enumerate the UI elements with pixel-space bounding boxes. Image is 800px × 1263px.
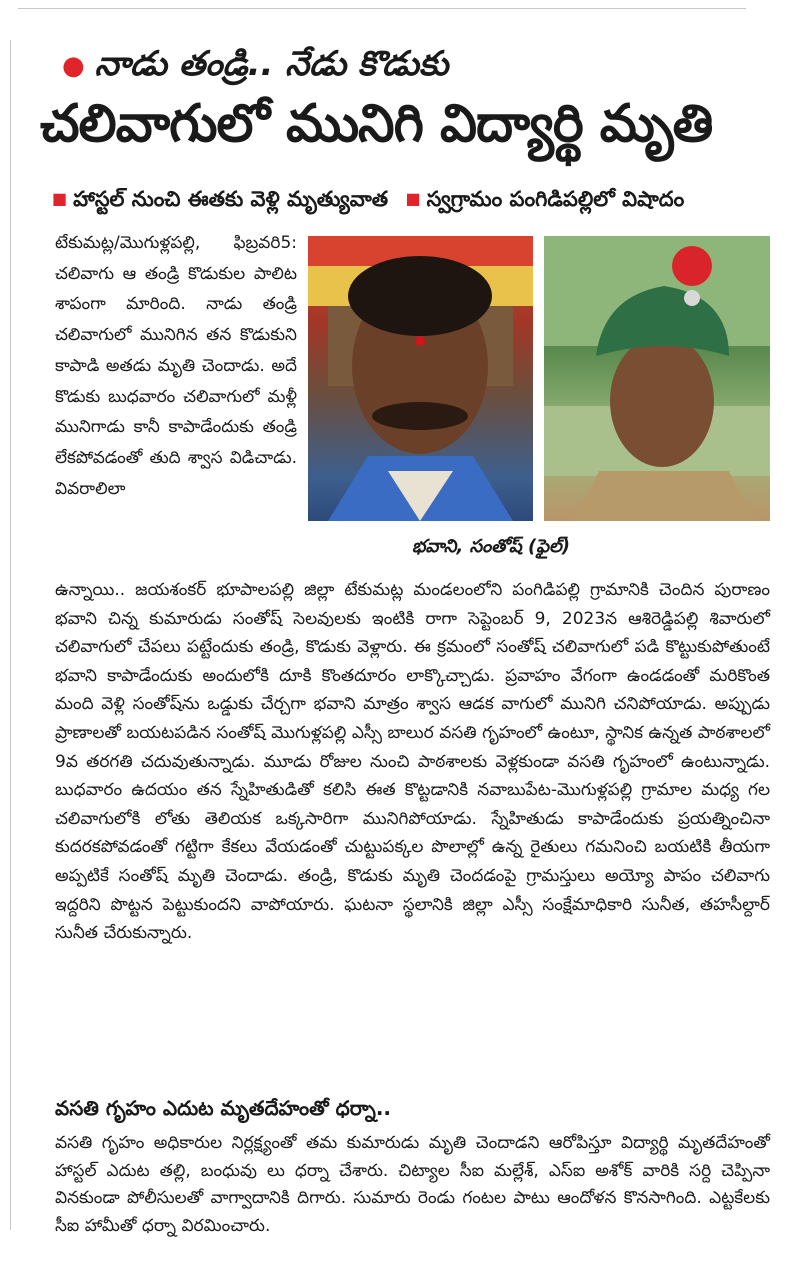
kicker bbox=[62, 44, 448, 92]
body-paragraph: ఉన్నాయి.. జయశంకర్ భూపాలపల్లి జిల్లా టేకుమట్ల మండలంలోని పంగిడిపల్లి గ్రామానికి చెందిన పురాణం భవాని చిన్న కుమారుడు సంతోష్ సెలవులకు ఇంటికి రాగా సెప్టెంబర్ 9, 2023న ఆశిరెడ్డిపల్లి శివారులో చలివాగులో చేపలు పట్టేందుకు తండ్రి, కొడుకు వెళ్లారు. ఈ క్రమంలో సంతోష్ చలివాగులో పడి కొట్టుకుపోతుంటే భవాని కాపాడేందుకు అందులోకి దూకి కొంతదూరం లాక్కొచ్చాడు. ప్రవాహం వేగంగా ఉండడంతో మరికొంత మంది వెళ్లి సంతోష్‌ను ఒడ్డుకు చేర్చగా భవాని మాత్రం శ్వాస ఆడక వాగులో మునిగి చనిపోయాడు. అప్పుడు ప్రాణాలతో బయటపడిన సంతోష్ మొగుళ్లపల్లి ఎస్సీ బాలుర వసతి గృహంలో ఉంటూ, స్థానిక ఉన్నత పాఠశాలలో 9వ తరగతి చదువుతున్నాడు. మూడు రోజుల నుంచి పాఠశాలకు వెళ్లకుండా వసతి గృహంలో ఉంటున్నాడు. బుధవారం ఉదయం తన స్నేహితుడితో కలిసి ఈత కొట్టడానికి నవాబుపేట-మొగుళ్లపల్లి గ్రామాల మధ్య గల చలివాగులోకి లోతు తెలియక ఒక్కసారిగా మునిగిపోయాడు. స్నేహితుడు కాపాడేందుకు ప్రయత్నించినా కుదరకపోవడంతో గట్టిగా కేకలు వేయడంతో చుట్టుపక్కల పొలాల్లో ఉన్న రైతులు గమనించి బయటికి తీయగా అప్పటికే సంతోష్ మృతి చెందాడు. తండ్రి, కొడుకు మృతి చెందడంపై గ్రామస్తులు అయ్యో పాపం చలివాగు ఇద్దరిని పొట్టన పెట్టుకుందని వాపోయారు. ఘటనా స్థలానికి జిల్లా ఎస్సీ సంక్షేమాధికారి సునీత, తహసీల్దార్ సునీత చేరుకున్నారు. bbox=[55, 580, 770, 944]
square-bullet-icon: ■ bbox=[405, 189, 421, 208]
body-paragraph-2: వసతి గృహం అధికారుల నిర్లక్ష్యంతో తమ కుమారుడు మృతి చెందాడని ఆరోపిస్తూ విద్యార్థి మృతదేహంతో హాస్టల్ ఎదుట తల్లి, బంధువు లు ధర్నా చేశారు. చిట్యాల సీఐ మల్లేశ్, ఎస్ఐ అశోక్ వారికి సర్ది చెప్పినా వినకుండా పోలీసులతో వాగ్వాదానికి దిగారు. సుమారు రెండు గంటల పాటు ఆందోళన కొనసాగింది. ఎట్టకేలకు సీఐ హామీతో ధర్నా విరమించారు. bbox=[55, 1133, 770, 1236]
top-rule bbox=[18, 8, 746, 9]
lead-paragraph: టేకుమట్ల/మొగుళ్లపల్లి, ఫిబ్రవరి5: చలివాగు ఆ తండ్రి కొడుకుల పాలిట శాపంగా మారింది. నాడు తండ్రి చలివాగులో మునిగిన తన కొడుకుని కాపాడి అతడు మృతి చెందాడు. అదే కొడుకు బుధవారం చలివాగులో మళ్లీ మునిగాడు కానీ కాపాడేందుకు తండ్రి లేకపోవడంతో తుది శ్వాస విడిచాడు. వివరాలిలా bbox=[55, 233, 297, 499]
subdeck bbox=[52, 187, 684, 217]
subdeck-item-1: హాస్టల్ నుంచి ఈతకు వెళ్లి మృత్యువాత bbox=[73, 187, 389, 211]
subdeck-item-2: స్వగ్రామం పంగిడిపల్లిలో విషాదం bbox=[426, 187, 685, 211]
photo-bhavani bbox=[308, 236, 533, 521]
portrait-man-image bbox=[308, 236, 533, 521]
photo-block bbox=[308, 236, 770, 521]
photo-caption: భవాని, సంతోష్ (ఫైల్) bbox=[412, 536, 570, 557]
bullet-icon: ● bbox=[62, 50, 85, 81]
square-bullet-icon: ■ bbox=[52, 189, 68, 208]
photo-santosh bbox=[544, 236, 770, 521]
column-rule bbox=[10, 40, 11, 1230]
headline: చలివాగులో మునిగి విద్యార్థి మృతి bbox=[40, 94, 713, 154]
kicker-text: నాడు తండ్రి.. నేడు కొడుకు bbox=[94, 44, 449, 84]
portrait-boy-image bbox=[544, 236, 770, 521]
subheading: వసతి గృహం ఎదుట మృతదేహంతో ధర్నా.. bbox=[55, 1096, 392, 1120]
